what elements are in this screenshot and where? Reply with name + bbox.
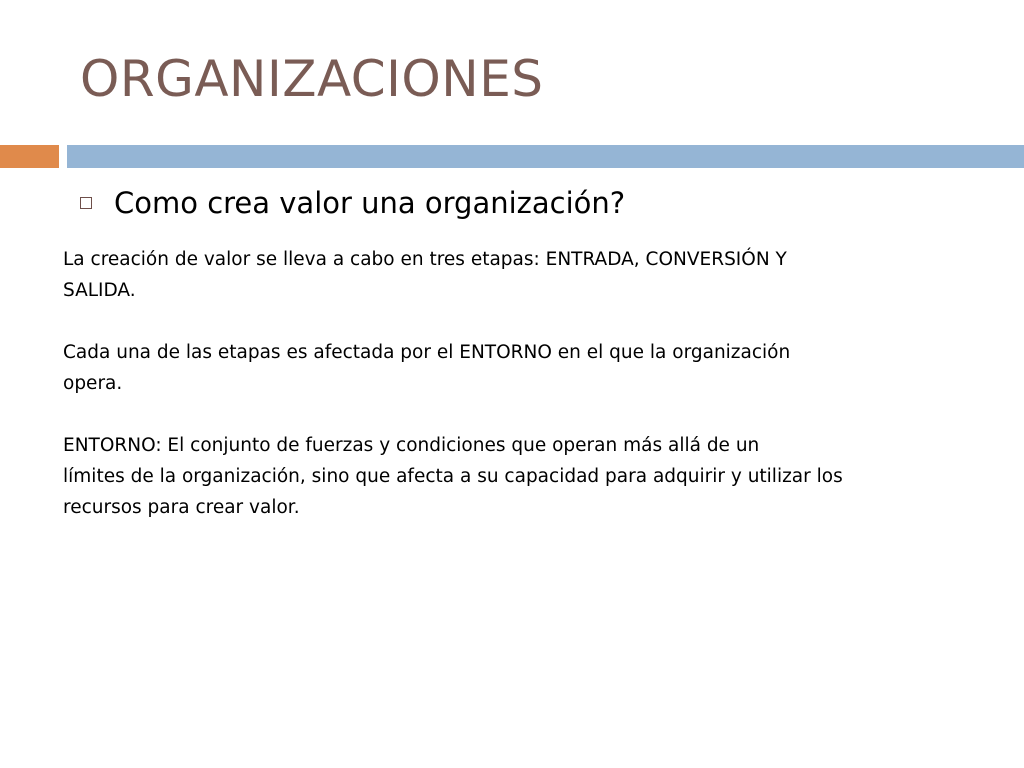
square-bullet-icon [80, 197, 92, 209]
paragraph-gap [63, 399, 963, 430]
paragraph-line: límites de la organización, sino que afecta a su capacidad para adquirir y utilizar los [63, 466, 843, 487]
accent-bar-blue [67, 145, 1024, 168]
paragraph-definition [63, 430, 963, 523]
paragraph-line: SALIDA. [63, 280, 136, 301]
slide-title: ORGANIZACIONES [80, 50, 544, 108]
paragraph-line: recursos para crear valor. [63, 497, 300, 518]
paragraph-line: La creación de valor se lleva a cabo en tres etapas: ENTRADA, CONVERSIÓN Y [63, 249, 787, 270]
bullet-text: Como crea valor una organización? [114, 186, 626, 220]
paragraph-stages [63, 244, 963, 306]
body-text [63, 244, 963, 523]
paragraph-gap [63, 306, 963, 337]
paragraph-environment [63, 337, 963, 399]
paragraph-line: Cada una de las etapas es afectada por el ENTORNO en el que la organización [63, 342, 791, 363]
bullet-item [80, 186, 625, 220]
accent-bar-orange [0, 145, 59, 168]
paragraph-line: opera. [63, 373, 123, 394]
paragraph-line: ENTORNO: El conjunto de fuerzas y condiciones que operan más allá de un [63, 435, 760, 456]
